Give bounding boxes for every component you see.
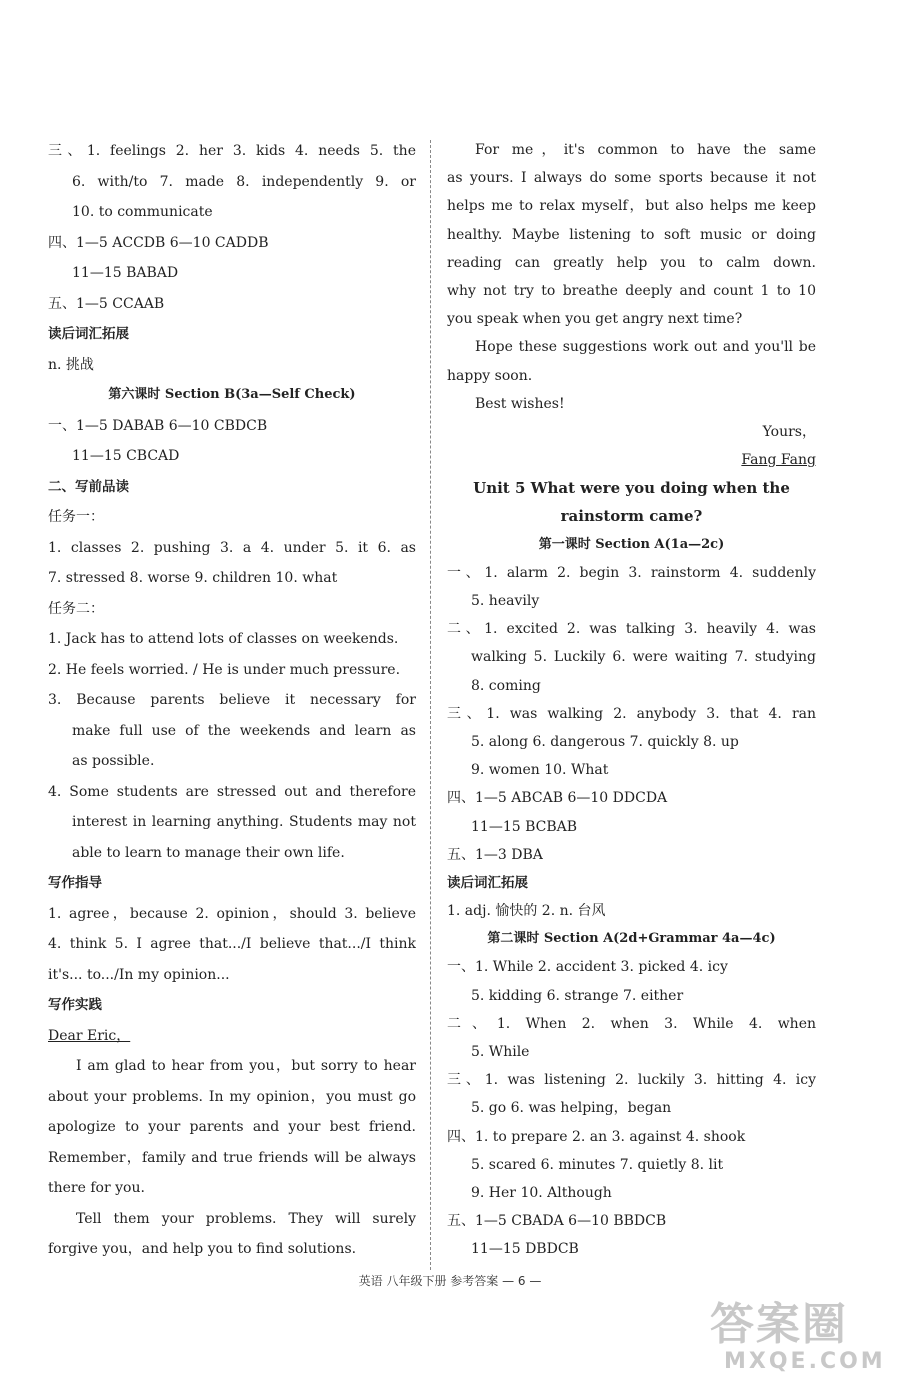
right-line: 二、1. When 2. when 3. While 4. when	[447, 1015, 816, 1032]
right-line: rainstorm came?	[560, 507, 703, 526]
left-line: forgive you，and help you to find solutions.	[48, 1241, 357, 1257]
left-line: 四、1—5 ACCDB 6—10 CADDB	[48, 234, 269, 251]
right-line: 11—15 BCBAB	[471, 818, 578, 835]
right-line: 一、1. alarm 2. begin 3. rainstorm 4. suddenly	[447, 564, 816, 581]
left-line: 7. stressed 8. worse 9. children 10. what	[48, 570, 338, 586]
right-line: 5. heavily	[471, 593, 540, 609]
right-line: 三、1. was walking 2. anybody 3. that 4. ran	[447, 705, 816, 722]
left-line: able to learn to manage their own life.	[72, 844, 345, 861]
left-line: Remember，family and true friends will be always	[48, 1149, 416, 1166]
right-line: 11—15 DBDCB	[471, 1241, 579, 1258]
left-line: about your problems. In my opinion，you must go	[48, 1088, 416, 1105]
left-line: there for you.	[48, 1180, 145, 1196]
left-line: 二、写前品读	[48, 478, 129, 495]
watermark-top: 答案圈	[710, 1299, 848, 1350]
watermark-logo	[710, 1300, 890, 1380]
left-line: 4. Some students are stressed out and therefore	[48, 783, 416, 800]
left-line: it's... to.../In my opinion...	[48, 966, 230, 983]
right-line: For me，it's common to have the same	[475, 142, 816, 158]
left-line: 任务一：	[48, 509, 104, 525]
right-line: Fang Fang	[741, 452, 816, 469]
left-line: apologize to your parents and your best friend.	[48, 1119, 416, 1135]
right-line: you speak when you get angry next time?	[447, 311, 743, 328]
left-line: 4. think 5. I agree that.../I believe that.../I think	[48, 936, 416, 952]
right-line: 四、1. to prepare 2. an 3. against 4. shook	[447, 1128, 746, 1145]
right-line: 1. adj. 愉快的 2. n. 台风	[447, 903, 606, 920]
right-line: 五、1—3 DBA	[447, 846, 543, 863]
left-line: 写作指导	[48, 875, 102, 891]
right-line: 5. While	[471, 1044, 530, 1060]
right-line: 第一课时 Section A(1a—2c)	[538, 536, 725, 552]
left-line: 一、1—5 DABAB 6—10 CBDCB	[48, 417, 268, 434]
left-line: Tell them your problems. They will surely	[76, 1210, 416, 1227]
left-line: 1. classes 2. pushing 3. a 4. under 5. it 6. as	[48, 539, 416, 556]
right-line: 读后词汇拓展	[447, 874, 528, 891]
right-line: 四、1—5 ABCAB 6—10 DDCDA	[447, 790, 668, 807]
left-line: 任务二：	[48, 600, 104, 617]
right-line: happy soon.	[447, 367, 533, 384]
left-line: I am glad to hear from you，but sorry to hear	[76, 1058, 416, 1074]
right-line: 8. coming	[471, 677, 541, 694]
left-line: 3. Because parents believe it necessary for	[48, 692, 416, 708]
right-line: 第二课时 Section A(2d+Grammar 4a—4c)	[487, 931, 776, 947]
right-line: walking 5. Luckily 6. were waiting 7. studying	[471, 649, 816, 666]
left-line: 1. Jack has to attend lots of classes on weekends.	[48, 631, 399, 647]
left-line: make full use of the weekends and learn as	[72, 722, 416, 739]
left-column	[48, 136, 416, 1265]
left-line: as possible.	[72, 753, 155, 769]
left-line: Dear Eric，	[48, 1027, 131, 1044]
right-line: Unit 5 What were you doing when the	[473, 479, 790, 498]
right-line: Hope these suggestions work out and you'll be	[475, 339, 816, 356]
right-line: helps me to relax myself，but also helps me keep	[447, 198, 816, 215]
column-divider	[430, 140, 431, 1270]
right-line: 五、1—5 CBADA 6—10 BBDCB	[447, 1213, 667, 1230]
left-line: 写作实践	[48, 997, 102, 1013]
left-line: 11—15 BABAD	[72, 265, 179, 281]
left-line: 2. He feels worried. / He is under much pressure.	[48, 661, 401, 678]
left-line: interest in learning anything. Students may not	[72, 814, 416, 830]
right-line: 5. scared 6. minutes 7. quietly 8. lit	[471, 1156, 724, 1173]
right-line: 三、1. was listening 2. luckily 3. hitting 4. icy	[447, 1072, 816, 1089]
right-line: 5. go 6. was helping，began	[471, 1100, 672, 1117]
right-line: why not try to breathe deeply and count 1 to 10	[447, 282, 816, 299]
right-line: Yours，	[762, 423, 816, 440]
left-line: 读后词汇拓展	[48, 326, 129, 342]
left-line: 10. to communicate	[72, 204, 213, 220]
page-footer: 英语 八年级下册 参考答案 — 6 —	[358, 1274, 542, 1288]
right-line: 9. Her 10. Although	[471, 1184, 612, 1201]
left-line: 五、1—5 CCAAB	[48, 295, 165, 312]
right-line: 二、1. excited 2. was talking 3. heavily 4. was	[447, 621, 816, 638]
right-line: 9. women 10. What	[471, 762, 609, 779]
right-line: 5. along 6. dangerous 7. quickly 8. up	[471, 733, 739, 750]
left-line: 三、1. feelings 2. her 3. kids 4. needs 5. the	[48, 143, 416, 159]
left-line: 11—15 CBCAD	[72, 448, 180, 464]
right-line: 5. kidding 6. strange 7. either	[471, 987, 684, 1004]
right-line: reading can greatly help you to calm down.	[447, 254, 816, 271]
left-line: 1. agree，because 2. opinion，should 3. believe	[48, 905, 416, 922]
watermark-bottom: MXQE.COM	[724, 1349, 886, 1374]
left-line: 第六课时 Section B(3a—Self Check)	[108, 387, 356, 402]
right-line: healthy. Maybe listening to soft music or doing	[447, 226, 816, 243]
right-line: 一、1. While 2. accident 3. picked 4. icy	[447, 959, 728, 976]
right-line: as yours. I always do some sports because it not	[447, 170, 816, 187]
right-line: Best wishes!	[475, 395, 565, 412]
right-column	[447, 136, 816, 1264]
left-line: n. 挑战	[48, 356, 94, 373]
left-line: 6. with/to 7. made 8. independently 9. or	[72, 173, 416, 190]
